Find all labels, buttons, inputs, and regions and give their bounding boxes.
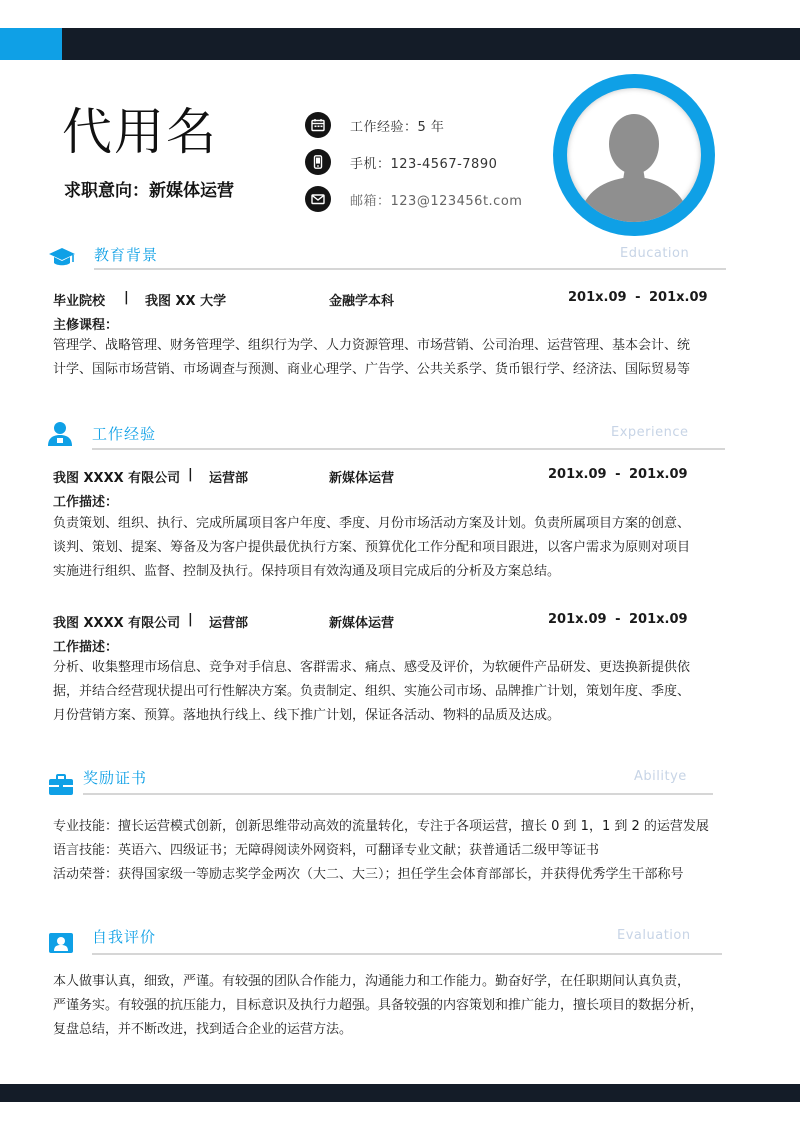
section-divider-awards: [83, 793, 713, 795]
job-desc-line: 月份营销方案、预算。落地执行线上、线下推广计划，保证各活动、物料的品质及达成。: [53, 708, 561, 723]
top-bar-accent: [0, 28, 62, 60]
job-desc-line: 实施进行组织、监督、控制及执行。保持项目有效沟通及项目完成后的分析及方案总结。: [53, 564, 561, 579]
courses-line: 管理学、战略管理、财务管理学、组织行为学、人力资源管理、市场营销、公司治理、运营管理、基本会计、统: [53, 338, 691, 353]
calendar-icon: [305, 112, 331, 138]
bottom-bar: [0, 1084, 800, 1102]
phone-icon: [305, 149, 331, 175]
job-desc-line: 负责策划、组织、执行、完成所属项目客户年度、季度、月份市场活动方案及计划。负责所属项目方案的创意、: [53, 516, 691, 531]
job-desc-line: 分析、收集整理市场信息、竞争对手信息、客群需求、痛点、感受及评价，为软硬件产品研发、更迭换新提供依: [53, 660, 691, 675]
section-title-experience: 工作经验: [92, 425, 157, 443]
contact-email-text: 邮箱：123@123456t.com: [350, 193, 523, 209]
section-title-evaluation: 自我评价: [92, 928, 157, 946]
job-period: 201x.09 - 201x.09: [548, 612, 688, 627]
section-en-awards: Abilitye: [634, 769, 687, 784]
section-divider-evaluation: [92, 953, 722, 955]
job-position: 新媒体运营: [329, 471, 395, 486]
courses-label: 主修课程：: [53, 318, 119, 333]
job-desc-line: 谈判、策划、提案、筹备及为客户提供最优执行方案、预算优化工作分配和项目跟进，以客户需求为原则对项目: [53, 540, 691, 555]
self-evaluation: [53, 970, 753, 1042]
education-period: 201x.09 - 201x.09: [568, 290, 708, 305]
job-description: [53, 656, 753, 728]
school-separator: |: [124, 290, 129, 305]
section-divider-education: [94, 268, 726, 270]
evaluation-line: 本人做事认真，细致，严谨。有较强的团队合作能力，沟通能力和工作能力。勤奋好学，在任职期间认真负责，: [53, 974, 691, 989]
evaluation-line: 严谨务实。有较强的抗压能力，目标意识及执行力超强。具备较强的内容策划和推广能力，擅长项目的数据分析，: [53, 998, 704, 1013]
section-title-education: 教育背景: [94, 246, 159, 264]
contact-email: [305, 186, 522, 212]
mail-icon: [305, 186, 331, 212]
job-dept: 运营部: [209, 471, 249, 486]
profile-photo-frame: [553, 74, 715, 236]
award-line: 活动荣誉：获得国家级一等励志奖学金两次（大二、大三）；担任学生会体育部部长，并获得优秀学生干部称号: [53, 867, 684, 882]
awards-list: [53, 815, 753, 887]
job-intent: 求职意向：新媒体运营: [64, 181, 234, 201]
job-separator: |: [188, 467, 193, 482]
job-separator: |: [188, 612, 193, 627]
job-company: 我图 XXXX 有限公司: [53, 616, 181, 631]
contact-experience-text: 工作经验：5 年: [350, 119, 445, 135]
person-icon: [46, 421, 74, 445]
major: 金融学本科: [329, 294, 395, 309]
section-title-awards: 奖励证书: [83, 769, 148, 787]
section-en-education: Education: [620, 246, 690, 261]
graduation-cap-icon: [48, 245, 76, 269]
contact-experience: [305, 112, 444, 138]
section-en-evaluation: Evaluation: [617, 928, 691, 943]
top-bar: [0, 28, 800, 60]
job-desc-label: 工作描述：: [53, 640, 119, 655]
award-line: 语言技能：英语六、四级证书；无障碍阅读外网资料，可翻译专业文献；获普通话二级甲等证书: [53, 843, 600, 858]
section-divider-experience: [92, 448, 725, 450]
job-company: 我图 XXXX 有限公司: [53, 471, 181, 486]
contact-phone-text: 手机：123-4567-7890: [350, 156, 498, 172]
school-label: 毕业院校: [53, 294, 106, 309]
job-description: [53, 512, 753, 584]
school-name: 我图 XX 大学: [145, 294, 227, 309]
job-desc-label: 工作描述：: [53, 495, 119, 510]
candidate-name: 代用名: [62, 103, 218, 161]
courses-line: 计学、国际市场营销、市场调查与预测、商业心理学、广告学、公共关系学、货币银行学、经济法、国际贸易等: [53, 362, 691, 377]
award-line: 专业技能：擅长运营模式创新，创新思维带动高效的流量转化，专注于各项运营，擅长 0 到 1，1 到 2 的运营发展: [53, 819, 709, 834]
job-dept: 运营部: [209, 616, 249, 631]
courses-list: [53, 334, 753, 382]
contact-phone: [305, 149, 497, 175]
job-desc-line: 据，并结合经营现状提出可行性解决方案。负责制定、组织、实施公司市场、品牌推广计划，策划年度、季度、: [53, 684, 691, 699]
briefcase-icon: [47, 773, 75, 797]
evaluation-line: 复盘总结，并不断改进，找到适合企业的运营方法。: [53, 1022, 353, 1037]
section-en-experience: Experience: [611, 425, 689, 440]
avatar: [567, 88, 701, 222]
profile-card-icon: [48, 931, 76, 955]
job-period: 201x.09 - 201x.09: [548, 467, 688, 482]
job-position: 新媒体运营: [329, 616, 395, 631]
